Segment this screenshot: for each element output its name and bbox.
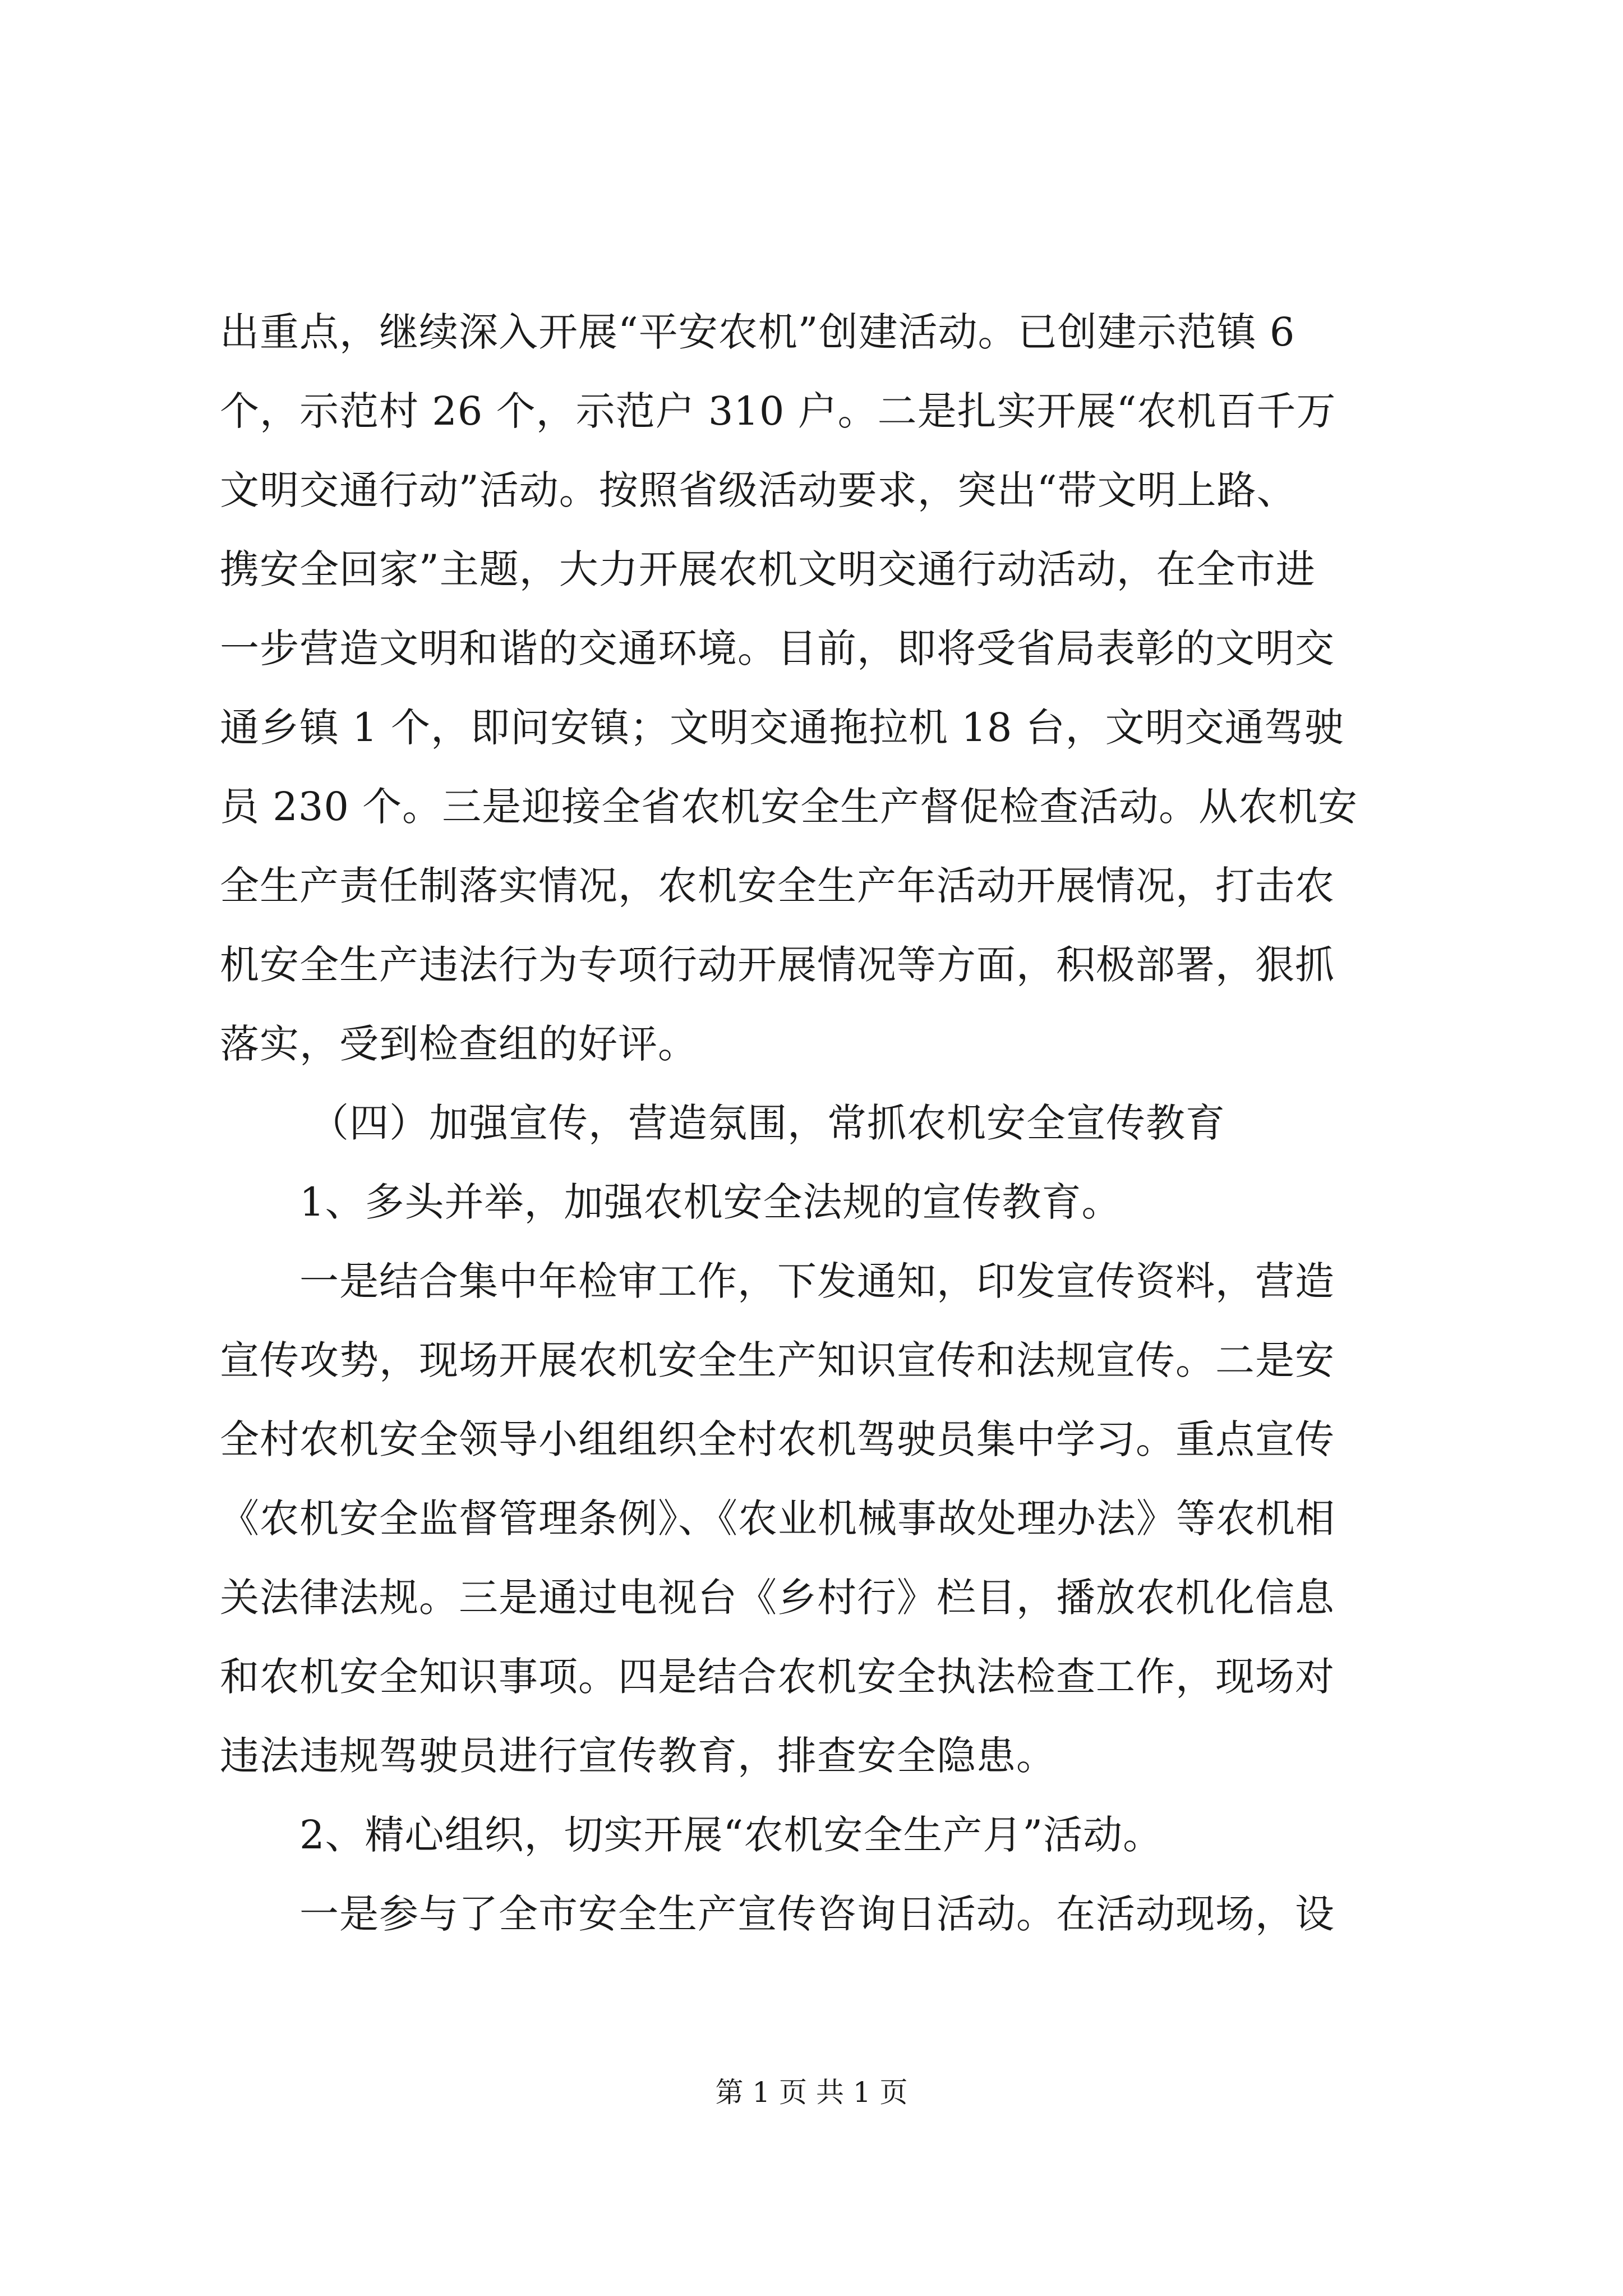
paragraph-line: 宣传攻势，现场开展农机安全生产知识宣传和法规宣传。二是安 (220, 1337, 1335, 1383)
paragraph-line: 全生产责任制落实情况，农机安全生产年活动开展情况，打击农 (220, 863, 1335, 909)
paragraph-line: 关法律法规。三是通过电视台《乡村行》栏目，播放农机化信息 (220, 1575, 1335, 1621)
page-number-label: 第 1 页 共 1 页 (715, 2076, 908, 2109)
paragraph-line: 出重点，继续深入开展“平安农机”创建活动。已创建示范镇 6 (220, 309, 1295, 355)
paragraph-line: 落实，受到检查组的好评。 (220, 1021, 698, 1067)
paragraph-line: 通乡镇 1 个，即问安镇；文明交通拖拉机 18 台，文明交通驾驶 (220, 705, 1344, 751)
paragraph-line: 全村农机安全领导小组组织全村农机驾驶员集中学习。重点宣传 (220, 1416, 1335, 1462)
page-footer (0, 2076, 1623, 2109)
subsection-heading: 2、精心组织，切实开展“农机安全生产月”活动。 (299, 1812, 1163, 1858)
paragraph-line: 一步营造文明和谐的交通环境。目前，即将受省局表彰的文明交 (220, 625, 1335, 671)
paragraph-line: 《农机安全监督管理条例》、《农业机械事故处理办法》等农机相 (220, 1496, 1335, 1542)
paragraph-line: 一是结合集中年检审工作，下发通知，印发宣传资料，营造 (299, 1258, 1335, 1304)
paragraph-line: 机安全生产违法行为专项行动开展情况等方面，积极部署，狠抓 (220, 942, 1335, 988)
paragraph-line: 员 230 个。三是迎接全省农机安全生产督促检查活动。从农机安 (220, 784, 1358, 830)
section-heading: （四）加强宣传，营造氛围，常抓农机安全宣传教育 (310, 1100, 1225, 1146)
paragraph-line: 和农机安全知识事项。四是结合农机安全执法检查工作，现场对 (220, 1654, 1335, 1700)
paragraph-line: 文明交通行动”活动。按照省级活动要求，突出“带文明上路、 (220, 467, 1297, 513)
subsection-heading: 1、多头并举，加强农机安全法规的宣传教育。 (299, 1179, 1122, 1225)
paragraph-line: 个，示范村 26 个，示范户 310 户。二是扎实开展“农机百千万 (220, 388, 1336, 434)
document-body (220, 293, 1420, 1954)
paragraph-line: 携安全回家”主题，大力开展农机文明交通行动活动，在全市进 (220, 546, 1316, 592)
paragraph-line: 一是参与了全市安全生产宣传咨询日活动。在活动现场，设 (299, 1891, 1335, 1937)
paragraph-line: 违法违规驾驶员进行宣传教育，排查安全隐患。 (220, 1733, 1056, 1779)
